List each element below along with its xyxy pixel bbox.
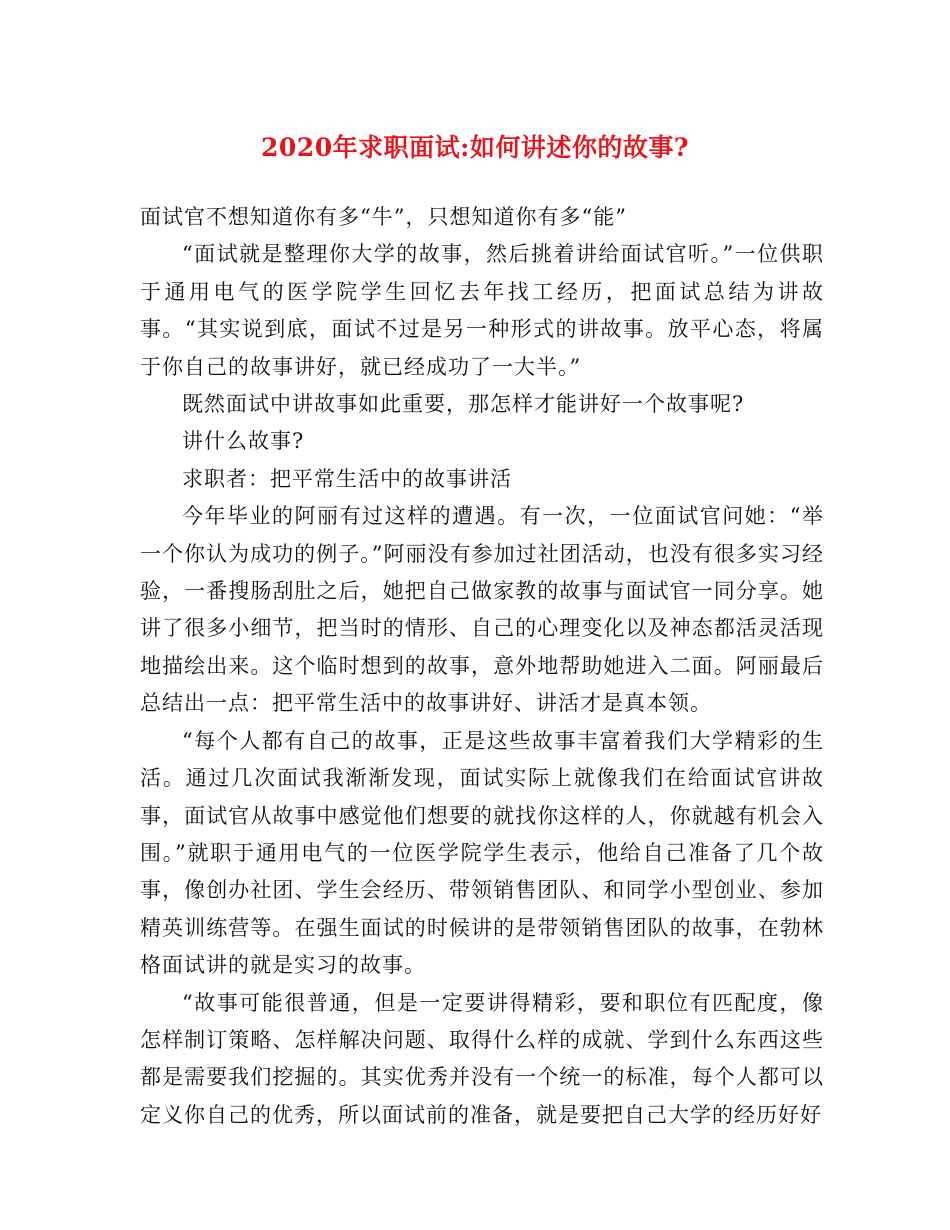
paragraph: “面试就是整理你大学的故事，然后挑着讲给面试官听。”一位供职于通用电气的医学院学生回忆去年找工经历，把面试总结为讲故事。“其实说到底，面试不过是另一种形式的讲故事。放平心态，将属于你自己的故事讲好，就已经成功了一大半。” bbox=[140, 242, 824, 379]
paragraph-subheading: 面试官不想知道你有多“牛”，只想知道你有多“能” bbox=[140, 205, 627, 229]
paragraph-heading: 讲什么故事? bbox=[182, 429, 305, 454]
paragraph: 既然面试中讲故事如此重要，那怎样才能讲好一个故事呢? bbox=[182, 392, 745, 417]
paragraph: 今年毕业的阿丽有过这样的遭遇。有一次，一位面试官问她：“举一个你认为成功的例子。”阿丽没有参加过社团活动，也没有很多实习经验，一番搜肠刮肚之后，她把自己做家教的故事与面试官一同分享。她讲了很多小细节，把当时的情形、自己的心理变化以及神态都活灵活现地描绘出来。这个临时想到的故事，意外地帮助她进入二面。阿丽最后总结出一点：把平常生活中的故事讲好、讲活才是真本领。 bbox=[140, 504, 824, 716]
paragraph-heading: 求职者：把平常生活中的故事讲活 bbox=[182, 466, 512, 491]
document-body bbox=[140, 199, 824, 1134]
document-title: 2020年求职面试:如何讲述你的故事? bbox=[261, 133, 689, 162]
paragraph: “故事可能很普通，但是一定要讲得精彩，要和职位有匹配度，像怎样制订策略、怎样解决问题、取得什么样的成就、学到什么东西这些都是需要我们挖掘的。其实优秀并没有一个统一的标准，每个人都可以定义你自己的优秀，所以面试前的准备，就是要把自己大学的经历好好 bbox=[140, 990, 824, 1127]
paragraph: “每个人都有自己的故事，正是这些故事丰富着我们大学精彩的生活。通过几次面试我渐渐发现，面试实际上就像我们在给面试官讲故事，面试官从故事中感觉他们想要的就找你这样的人，你就越有机会入围。”就职于通用电气的一位医学院学生表示，他给自己准备了几个故事，像创办社团、学生会经历、带领销售团队、和同学小型创业、参加精英训练营等。在强生面试的时候讲的是带领销售团队的故事，在勃林格面试讲的就是实习的故事。 bbox=[140, 728, 824, 978]
